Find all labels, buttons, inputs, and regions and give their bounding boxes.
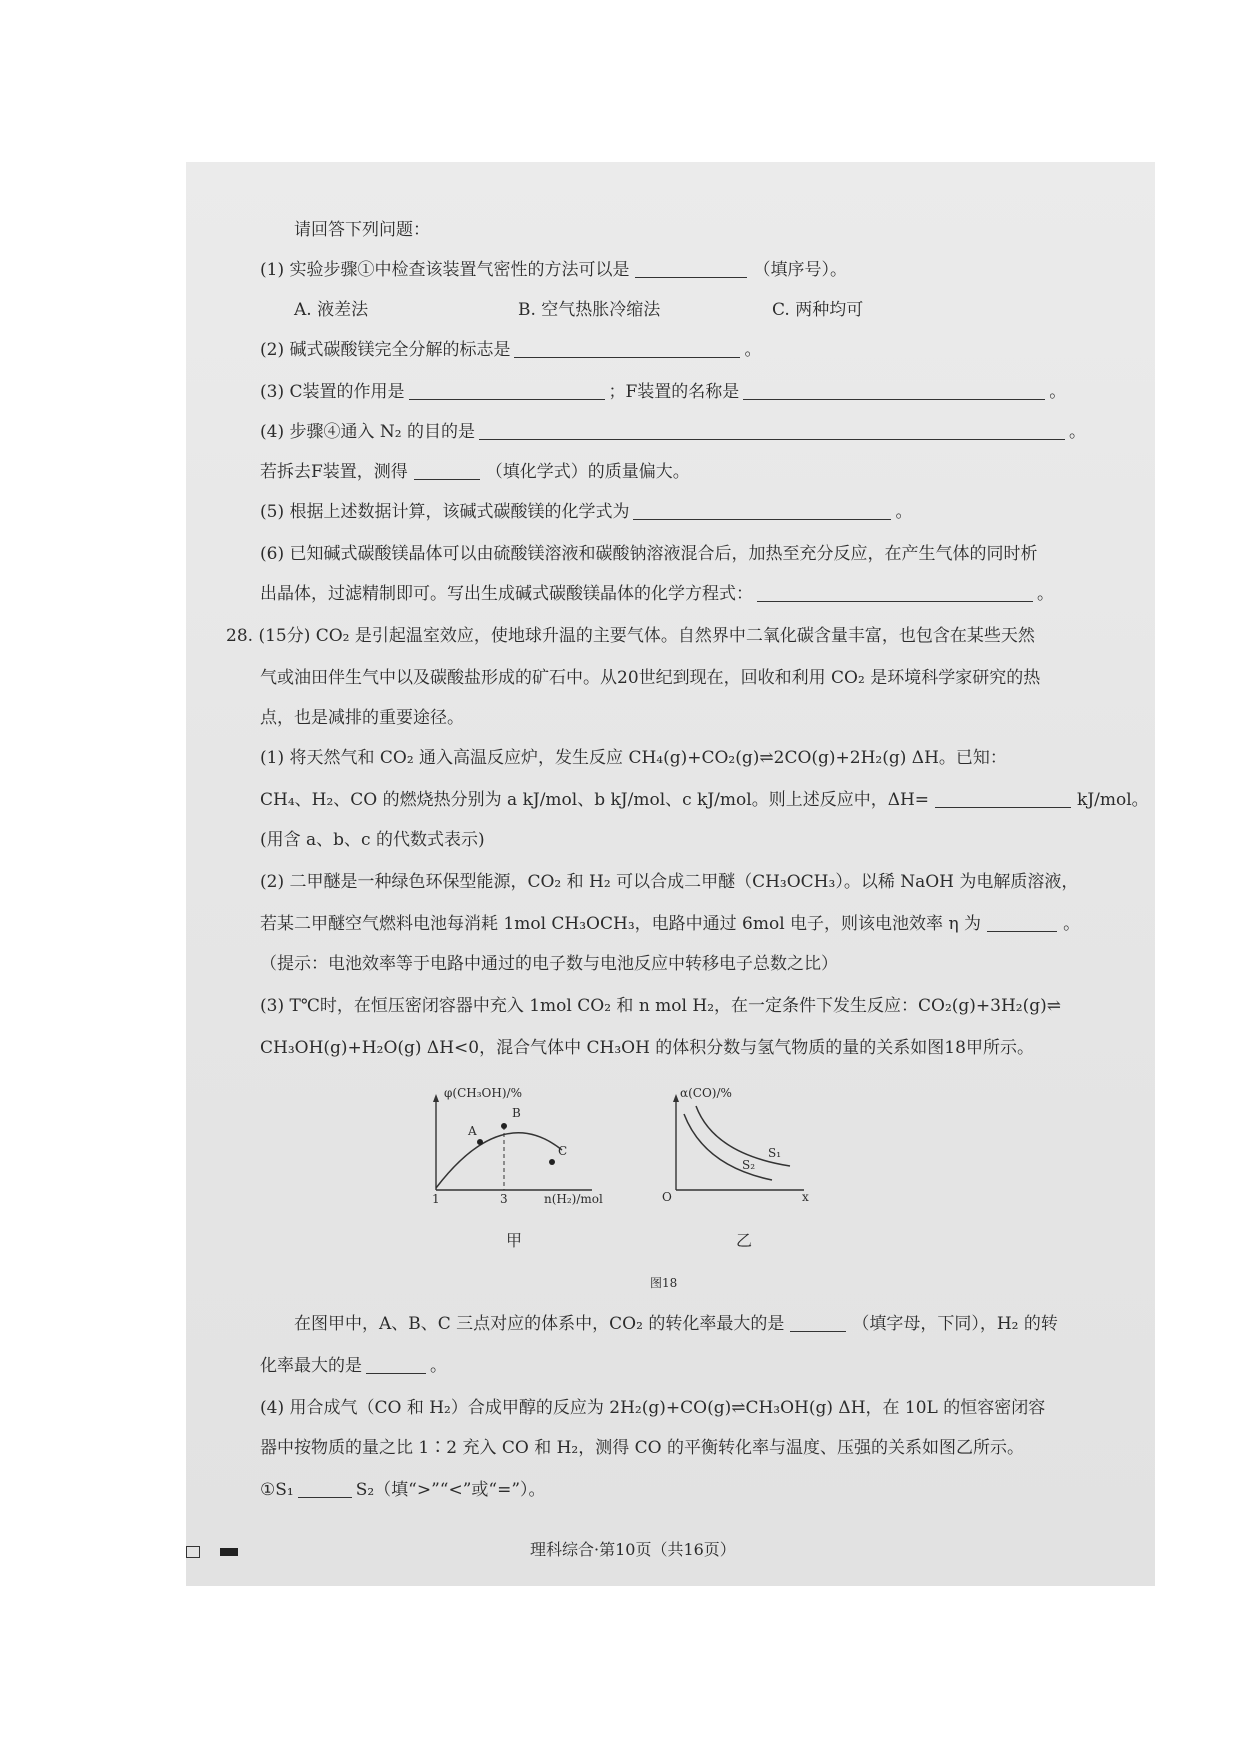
question-28-3-line: (3) T℃时，在恒压密闭容器中充入 1mol CO₂ 和 n mol H₂，在一定条件下发生反应：CO₂(g)+3H₂(g)⇌ <box>260 996 1062 1016</box>
answer-blank-4b[interactable] <box>414 462 480 480</box>
question-6-line-2: 出晶体，过滤精制即可。写出生成碱式碳酸镁晶体的化学方程式： 。 <box>260 584 1054 604</box>
answer-blank-28-3a[interactable] <box>790 1314 846 1332</box>
answer-blank-5[interactable] <box>633 502 891 520</box>
instruction-line: 请回答下列问题： <box>294 220 430 240</box>
question-28-1-note: (用含 a、b、c 的代数式表示) <box>260 830 485 850</box>
series-s1-label: S₁ <box>768 1146 782 1160</box>
question-28-intro-2: 气或油田伴生气中以及碳酸盐形成的矿石中。从20世纪到现在，回收和利用 CO₂ 是环境科学家研究的热 <box>260 668 1041 688</box>
left-y-axis-label: φ(CH₃OH)/% <box>444 1086 522 1100</box>
point-c-label: C <box>558 1144 568 1158</box>
question-28-3-ask-2: 化率最大的是 。 <box>260 1356 447 1376</box>
answer-blank-2[interactable] <box>514 340 740 358</box>
figure-number: 图18 <box>650 1276 678 1290</box>
page-footer: 理科综合·第10页（共16页） <box>530 1540 736 1559</box>
answer-blank-28-1[interactable] <box>935 790 1071 808</box>
question-28-4-line: (4) 用合成气（CO 和 H₂）合成甲醇的反应为 2H₂(g)+CO(g)⇌CH₃OH(g) ΔH，在 10L 的恒容密闭容 <box>260 1398 1046 1418</box>
question-3-line: (3) C装置的作用是 ；F装置的名称是 。 <box>260 382 1067 402</box>
option-b: B. 空气热胀冷缩法 <box>518 300 661 320</box>
question-28-4-line-2: 器中按物质的量之比 1∶2 充入 CO 和 H₂，测得 CO 的平衡转化率与温度、压强的关系如图乙所示。 <box>260 1438 1024 1458</box>
question-1-line: (1) 实验步骤①中检查该装置气密性的方法可以是 （填序号）。 <box>260 260 847 280</box>
question-28-4-sub-1: ①S₁ S₂（填“>”“<”或“=”）。 <box>260 1480 546 1500</box>
question-5-line: (5) 根据上述数据计算，该碱式碳酸镁的化学式为 。 <box>260 502 913 522</box>
point-c-marker <box>549 1159 555 1165</box>
left-chart-caption: 甲 <box>506 1231 523 1250</box>
left-y-arrow <box>433 1094 439 1102</box>
left-x-axis-label: n(H₂)/mol <box>544 1192 603 1206</box>
option-c: C. 两种均可 <box>772 300 864 320</box>
point-b-marker <box>501 1123 507 1129</box>
question-28-2-line: (2) 二甲醚是一种绿色环保型能源，CO₂ 和 H₂ 可以合成二甲醚（CH₃OCH₃）。以稀 NaOH 为电解质溶液， <box>260 872 1079 892</box>
left-tick-3: 3 <box>500 1192 508 1206</box>
answer-blank-28-3b[interactable] <box>366 1356 426 1374</box>
answer-blank-28-4[interactable] <box>298 1480 352 1498</box>
question-4-line: (4) 步骤④通入 N₂ 的目的是 。 <box>260 422 1086 442</box>
question-28-2-line-2: 若某二甲醚空气燃料电池每消耗 1mol CH₃OCH₃，电路中通过 6mol 电子，则该电池效率 η 为 。 <box>260 914 1081 934</box>
right-chart-caption: 乙 <box>736 1231 753 1250</box>
left-curve <box>436 1133 562 1188</box>
figure-18-right-chart <box>654 1092 814 1202</box>
answer-blank-3a[interactable] <box>409 382 605 400</box>
question-28-2-hint: （提示：电池效率等于电路中通过的电子数与电池反应中转移电子总数之比） <box>260 954 838 974</box>
filled-bar-icon <box>220 1548 238 1556</box>
left-tick-1: 1 <box>432 1192 440 1206</box>
answer-blank-3b[interactable] <box>743 382 1045 400</box>
point-a-marker <box>477 1139 483 1145</box>
question-28-intro: 28. (15分) CO₂ 是引起温室效应，使地球升温的主要气体。自然界中二氧化碳含量丰富，也包含在某些天然 <box>226 626 1035 646</box>
question-28-1-line-2: CH₄、H₂、CO 的燃烧热分别为 a kJ/mol、b kJ/mol、c kJ/mol。则上述反应中，ΔH= kJ/mol。 <box>260 790 1149 810</box>
right-origin-label: O <box>662 1190 672 1204</box>
curve-s2 <box>684 1114 772 1180</box>
right-x-axis-label: x <box>802 1190 809 1204</box>
question-6-line: (6) 已知碱式碳酸镁晶体可以由硫酸镁溶液和碳酸钠溶液混合后，加热至充分反应，在产生气体的同时析 <box>260 544 1038 564</box>
question-28-3-line-2: CH₃OH(g)+H₂O(g) ΔH<0，混合气体中 CH₃OH 的体积分数与氢气物质的量的关系如图18甲所示。 <box>260 1038 1034 1058</box>
question-28-1-line: (1) 将天然气和 CO₂ 通入高温反应炉，发生反应 CH₄(g)+CO₂(g)⇌2CO(g)+2H₂(g) ΔH。已知： <box>260 748 1007 768</box>
option-a: A. 液差法 <box>294 300 369 320</box>
answer-blank-28-2[interactable] <box>987 914 1057 932</box>
answer-blank-4a[interactable] <box>479 422 1065 440</box>
question-28-intro-3: 点，也是减排的重要途径。 <box>260 708 464 728</box>
answer-blank-1[interactable] <box>635 260 747 278</box>
point-a-label: A <box>468 1124 477 1138</box>
question-4-followup: 若拆去F装置，测得 （填化学式）的质量偏大。 <box>260 462 690 482</box>
right-y-arrow <box>673 1094 679 1102</box>
question-2-line: (2) 碱式碳酸镁完全分解的标志是 。 <box>260 340 762 360</box>
series-s2-label: S₂ <box>742 1158 756 1172</box>
right-y-axis-label: α(CO)/% <box>680 1086 732 1100</box>
exam-page <box>186 162 1155 1586</box>
answer-blank-6[interactable] <box>757 584 1033 602</box>
point-b-label: B <box>512 1106 521 1120</box>
hollow-square-icon <box>186 1546 200 1558</box>
question-28-3-ask: 在图甲中，A、B、C 三点对应的体系中，CO₂ 的转化率最大的是 （填字母，下同），H₂ 的转 <box>294 1314 1058 1334</box>
